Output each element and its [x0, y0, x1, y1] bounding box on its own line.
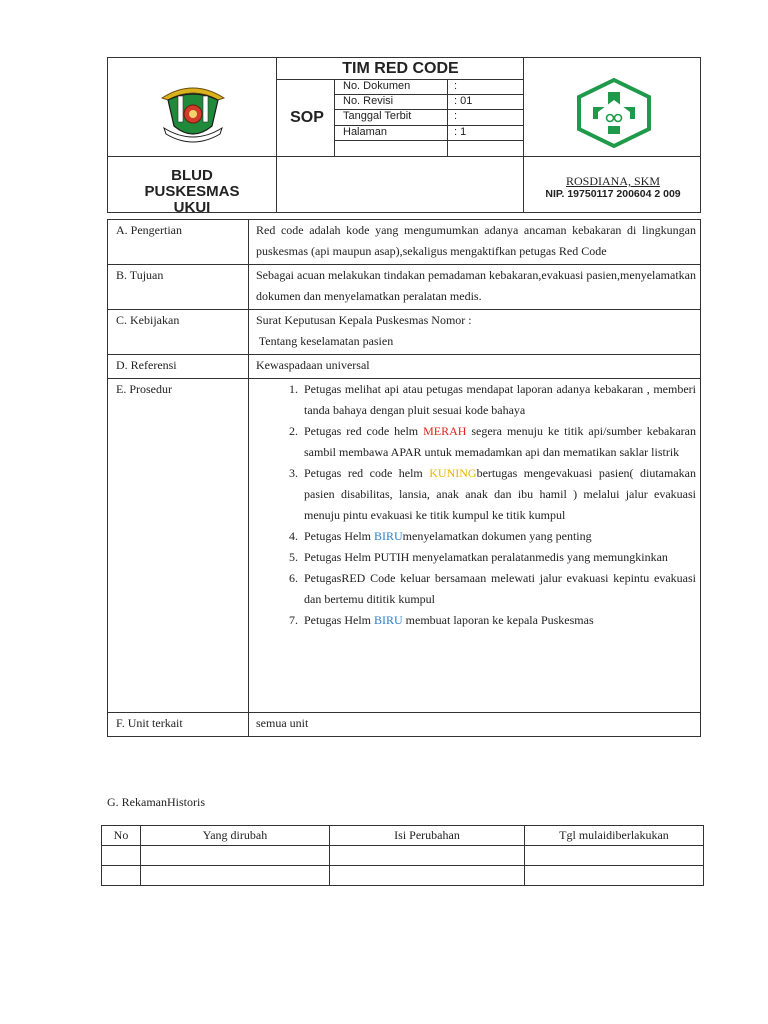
rekaman-title: G. RekamanHistoris [107, 795, 205, 809]
sop-content-table [107, 219, 701, 737]
table-cell [141, 866, 330, 886]
institution-name [108, 168, 276, 216]
rekaman-header-row [102, 826, 704, 846]
text-tujuan: Sebagai acuan melakukan tindakan pemadaman kebakaran,evakuasi pasien,menyelamatkan dokumen dan menyelamatkan peralatan medis. [249, 265, 701, 310]
text-prosedur [249, 379, 701, 713]
meta-label-revisi: No. Revisi [343, 95, 394, 107]
row-prosedur [108, 379, 701, 713]
regional-emblem-icon [148, 76, 238, 148]
table-row [102, 846, 704, 866]
helm-color-red: MERAH [423, 424, 467, 438]
label-unit: F. Unit terkait [108, 713, 249, 737]
step-text: Petugas red code helm [304, 424, 424, 438]
helm-color-yellow: KUNING [429, 466, 477, 480]
label-tujuan: B. Tujuan [108, 265, 249, 310]
row-tujuan [108, 265, 701, 310]
institution-line: PUSKESMAS [144, 183, 240, 200]
row-kebijakan [108, 310, 701, 355]
prosedur-step-6 [301, 568, 696, 610]
table-cell [141, 846, 330, 866]
meta-value-halaman: : 1 [454, 126, 467, 138]
prosedur-steps [256, 379, 696, 631]
step-text: Petugas melihat api atau petugas mendapat laporan adanya kebakaran , memberi tanda bahaya dengan pluit sesuai kode bahaya [304, 382, 696, 417]
meta-label-tanggal: Tanggal Terbit [343, 110, 412, 122]
table-cell [102, 846, 141, 866]
step-text: Petugas Helm [304, 613, 374, 627]
table-cell [330, 846, 525, 866]
prosedur-step-5 [301, 547, 696, 568]
step-text: membuat laporan ke kepala Puskesmas [402, 613, 594, 627]
rekaman-table [101, 825, 704, 886]
col-no: No [102, 826, 141, 846]
step-text: bertugas mengevakuasi pasien( diutamakan pasien disabilitas, lansia, anak anak dan ibu hamil ) melalui jalur evakuasi menuju pintu evakuasi ke titik kumpul ke titik kumpul [304, 466, 696, 522]
prosedur-step-4 [301, 526, 696, 547]
table-cell [525, 846, 704, 866]
helm-color-blue: BIRU [374, 529, 403, 543]
label-referensi: D. Referensi [108, 355, 249, 379]
kebijakan-line-2: Tentang keselamatan pasien [256, 334, 394, 348]
row-unit [108, 713, 701, 737]
signatory-nip: NIP. 19750117 200604 2 009 [545, 188, 681, 200]
table-cell [525, 866, 704, 886]
prosedur-step-1 [301, 379, 696, 421]
text-referensi: Kewaspadaan universal [249, 355, 701, 379]
signatory-name: ROSDIANA, SKM [565, 174, 660, 188]
table-row [102, 866, 704, 886]
label-prosedur: E. Prosedur [108, 379, 249, 713]
meta-value-revisi: : 01 [454, 95, 473, 107]
institution-line: BLUD [171, 167, 213, 184]
step-text: Petugas Helm PUTIH menyelamatkan peralatanmedis yang memungkinkan [304, 550, 668, 564]
prosedur-step-3 [301, 463, 696, 526]
meta-value-tanggal: : [454, 110, 458, 122]
institution-line: UKUI [173, 199, 211, 216]
label-kebijakan: C. Kebijakan [108, 310, 249, 355]
step-text: Petugas red code helm [304, 466, 430, 480]
text-pengertian: Red code adalah kode yang mengumumkan adanya ancaman kebakaran di lingkungan puskesmas (api maupun asap),sekaligus mengaktifkan petugas Red Code [249, 220, 701, 265]
text-unit: semua unit [249, 713, 701, 737]
row-referensi [108, 355, 701, 379]
meta-value-dokumen: : [454, 80, 458, 92]
row-pengertian [108, 220, 701, 265]
col-yang-dirubah: Yang dirubah [141, 826, 330, 846]
meta-label-dokumen: No. Dokumen [343, 80, 411, 92]
puskesmas-green-cross-icon [575, 78, 653, 148]
table-cell [330, 866, 525, 886]
meta-label-halaman: Halaman [343, 126, 388, 138]
table-cell [102, 866, 141, 886]
col-tgl: Tgl mulaidiberlakukan [525, 826, 704, 846]
kebijakan-line-1: Surat Keputusan Kepala Puskesmas Nomor : [256, 313, 472, 327]
label-pengertian: A. Pengertian [108, 220, 249, 265]
text-kebijakan [249, 310, 701, 355]
document-header [107, 57, 701, 216]
document-title: TIM RED CODE [342, 60, 459, 77]
step-text: segera menuju ke titik api/sumber kebakaran sambil membawa APAR untuk memadamkan api dan mematikan saklar listrik [304, 424, 696, 459]
step-text: PetugasRED Code keluar bersamaan melewati jalur evakuasi kepintu evakuasi dan bertemu dititik kumpul [304, 571, 696, 606]
prosedur-step-2 [301, 421, 696, 463]
col-isi-perubahan: Isi Perubahan [330, 826, 525, 846]
step-text: menyelamatkan dokumen yang penting [402, 529, 592, 543]
helm-color-blue: BIRU [374, 613, 403, 627]
step-text: Petugas Helm [304, 529, 374, 543]
sop-label: SOP [290, 109, 324, 126]
prosedur-step-7 [301, 610, 696, 631]
